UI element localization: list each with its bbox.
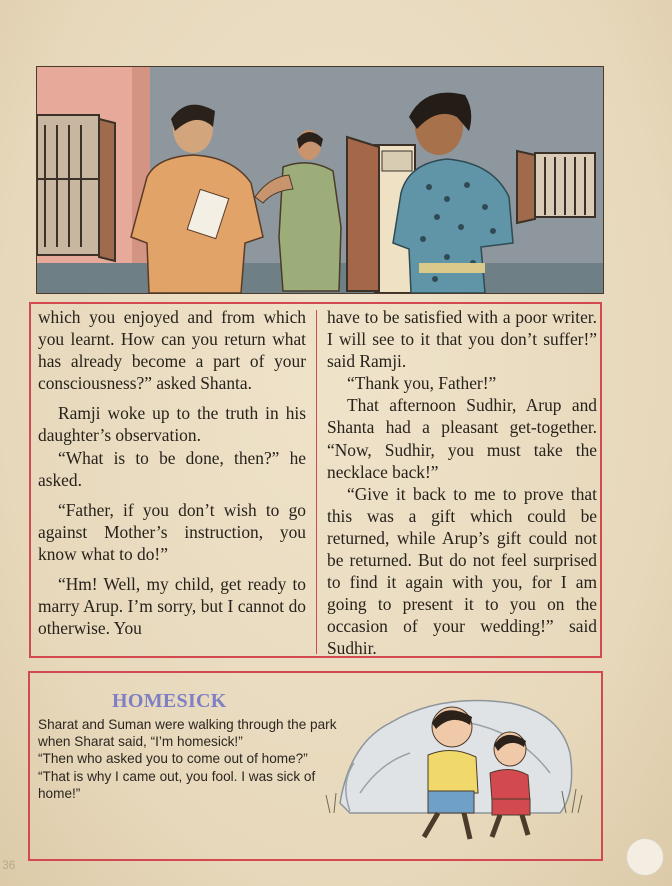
story-column-right <box>327 306 597 660</box>
joke-line: “Then who asked you to come out of home?” <box>38 751 308 767</box>
story-illustration <box>36 66 604 294</box>
joke-line: “That is why I came out, you fool. I was sick of home!” <box>38 768 316 801</box>
story-paragraph: which you enjoyed and from which you learnt. How can you return what has already become a part of your consciousness?” asked Shanta. <box>38 307 306 394</box>
story-paragraph: “Thank you, Father!” <box>347 373 497 394</box>
story-text-frame <box>29 302 602 658</box>
story-paragraph: “Give it back to me to prove that this was a gift which could be returned, while Arup’s gift could not be returned. But do not feel surprised to find it again with you, for I am going to present it to you on the occasion of your wedding!” said Sudhir. <box>327 483 597 659</box>
story-column-left <box>38 306 306 639</box>
story-paragraph: Ramji woke up to the truth in his daughter’s observation. <box>38 403 306 446</box>
joke-line: Sharat and Suman were walking through the park when Sharat said, “I’m homesick!” <box>38 717 337 750</box>
story-paragraph: “What is to be done, then?” he asked. <box>38 447 306 490</box>
joke-title: HOMESICK <box>112 690 227 712</box>
column-divider <box>316 310 317 654</box>
publisher-logo <box>626 838 664 876</box>
boys-illustration <box>320 683 585 855</box>
joke-frame <box>28 671 603 861</box>
story-paragraph: That afternoon Sudhir, Arup and Shanta had a pleasant get-together. “Now, Sudhir, you must take the necklace back!” <box>327 395 597 482</box>
story-paragraph: “Hm! Well, my child, get ready to marry Arup. I’m sorry, but I cannot do otherwise. You <box>38 574 306 639</box>
story-paragraph: “Father, if you don’t wish to go against Mother’s instruction, you know what to do!” <box>38 499 306 564</box>
joke-text <box>38 716 338 802</box>
story-paragraph: have to be satisfied with a poor writer. I will see to it that you don’t suffer!” said Ramji. <box>327 307 597 372</box>
page-number: 36 <box>2 858 16 872</box>
